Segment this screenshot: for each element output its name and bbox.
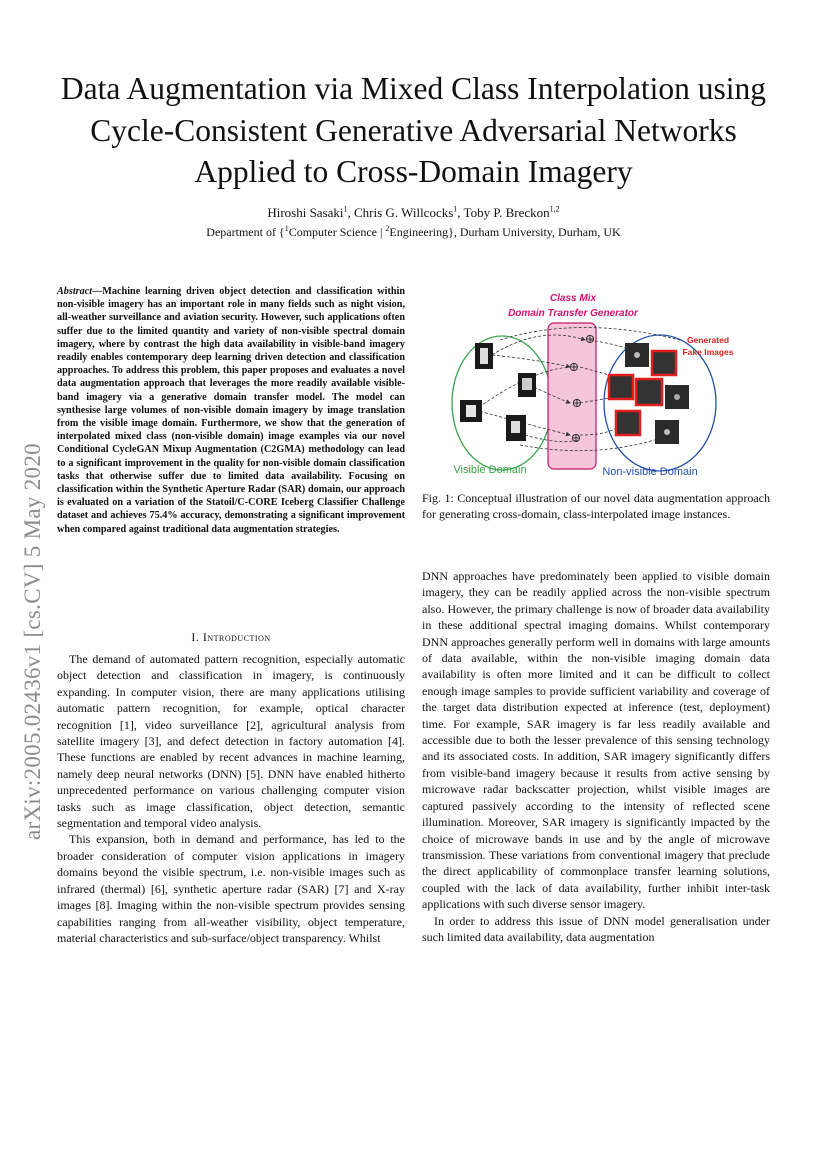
section-title: Introduction <box>202 630 271 644</box>
affiliation-marker: 1 <box>343 204 348 214</box>
mix-operator: ⊕ <box>568 359 580 374</box>
affiliation-marker: 1,2 <box>549 204 560 214</box>
paper-title: Data Augmentation via Mixed Class Interpolation using Cycle-Consistent Generative Adversarial Networks Applied to Cross-Domain Imagery <box>60 71 767 189</box>
mix-operator: ⊕ <box>571 395 583 410</box>
figure-1-caption: Fig. 1: Conceptual illustration of our novel data augmentation approach for generating cross-domain, class-interpolated image instances. <box>422 491 770 522</box>
affiliation-marker: 1 <box>284 224 289 233</box>
author-name: Hiroshi Sasaki <box>267 205 344 220</box>
figure-1 <box>440 285 734 480</box>
department-name: Computer Science | <box>288 225 386 239</box>
affiliation <box>40 225 787 240</box>
paragraph: The demand of automated pattern recognition, especially automatic object detection and classification in imagery, is continuously expanding. In computer vision, there are many applications utilising automatic pattern recognition, for example, optical character recognition [1], video surveillance [2], agricultural analysis from satellite imagery [3], and defect detection in factory automation [4]. These functions are enabled by recent advances in machine learning, namely deep neural networks (DNN) [5]. DNN have enabled hitherto unprecedented performance on various challenging computer vision tasks such as image classification, object detection, semantic segmentation and temporal video analysis. <box>57 652 405 831</box>
right-column-body <box>422 568 770 945</box>
section-number: I. <box>191 630 200 644</box>
paragraph: DNN approaches have predominately been applied to visible domain imagery, they can be readily applied across the non-visible spectrum also. However, the primary challenge is now of broader data availability in these additional spectral imaging domains. Whilst contemporary DNN approaches generally perform well in domains with large amounts of data available, within the non-visible imaging domain data availability is often more limited and it can be difficult to collect enough image samples to provide sufficient variability and coverage of the target data distribution expected at inference (test, deployment) time. For example, SAR imagery is far less readily available and accessible due to both the lesser prevalence of this sensing technology and its associated costs. In addition, SAR imagery significantly differs from visible-band imagery because it results from active sensing by microwave radar backscatter projection, whilst visible images are captured passively according to the intensity of reflected scene illumination. Moreover, SAR imagery is significantly impacted by the choice of microwave bands in use and by the angle of microwave transmission. These variations from conventional imagery that preclude the direct applicability of commonplace transfer learning solutions, coupled with the lack of data availability, further inhibit inter-task applications with such diverse sensor imagery. <box>422 569 770 912</box>
abstract-text: —Machine learning driven object detection and classification within non-visible imagery has an important role in many fields such as night vision, all-weather surveillance and aviation security. However, such applications often suffer due to the limited quantity and variety of non-visible spectral domain imagery, where by contrast the high data availability in visible-band imagery readily enables contemporary deep learning driven detection and classification approaches. To address this problem, this paper proposes and evaluates a novel data augmentation approach that leverages the more readily available visible-band imagery via a generative domain transfer model. The model can synthesise large volumes of non-visible domain imagery by image translation from the visible image domain. Furthermore, we show that the generation of interpolated mixed class (non-visible domain) image examples via our novel Conditional CycleGAN Mixup Augmentation (C2GMA) methodology can lead to a significant improvement in the quality for non-visible domain classification tasks that otherwise suffer due to limited data availability. Focusing on classification within the Synthetic Aperture Radar (SAR) domain, our approach is evaluated on a variation of the Statoil/C-CORE Iceberg Classifier Challenge dataset and achieves 75.4% accuracy, demonstrating a significant improvement when compared against traditional data augmentation strategies. <box>57 286 405 535</box>
generator-title-line1: Class Mix <box>549 293 597 304</box>
abstract-label: Abstract <box>57 286 93 297</box>
section-heading <box>57 630 405 645</box>
mix-operator: ⊕ <box>570 430 582 445</box>
author-list: Hiroshi Sasaki$^1$, Chris G. Willcocks$^1$, Toby P. Breckon$^{1,2}$ <box>267 204 560 220</box>
paragraph: In order to address this issue of DNN model generalisation under such limited data availability, data augmentation <box>422 913 770 944</box>
affiliation-marker: 1 <box>453 204 458 214</box>
arxiv-stamp-text: arXiv:2005.02436v1 [cs.CV] 5 May 2020 <box>20 443 45 840</box>
paragraph: This expansion, both in demand and performance, has led to the broader consideration of computer vision applications in imagery domains beyond the visible spectrum, i.e. non-visible images such as infrared (thermal) [6], synthetic aperture radar (SAR) [7] and X-ray images [8]. Imaging within the non-visible spectrum provides sensing capabilities ranging from all-weather visibility, object temperature, material characteristics and sub-surface/object transparency. Whilst <box>57 832 405 945</box>
nonvisible-domain-label: Non-visible Domain <box>602 466 698 478</box>
figure-1-diagram <box>440 285 734 480</box>
abstract <box>57 285 405 536</box>
generator-title-line2: Domain Transfer Generator <box>508 308 638 319</box>
author-name: Chris G. Willcocks <box>354 205 454 220</box>
introduction-body <box>57 651 405 946</box>
affiliation-marker: 2 <box>385 224 390 233</box>
generated-label-line2: Fake Images <box>682 347 734 357</box>
mix-operator: ⊕ <box>584 331 596 346</box>
visible-domain-label: Visible Domain <box>453 464 527 476</box>
affiliation-prefix: Department of { <box>206 225 285 239</box>
department-name: Engineering}, Durham University, Durham, UK <box>389 225 621 239</box>
generated-label-line1: Generated <box>686 335 730 345</box>
visible-sample-images <box>460 343 536 441</box>
author-name: Toby P. Breckon <box>463 205 550 220</box>
